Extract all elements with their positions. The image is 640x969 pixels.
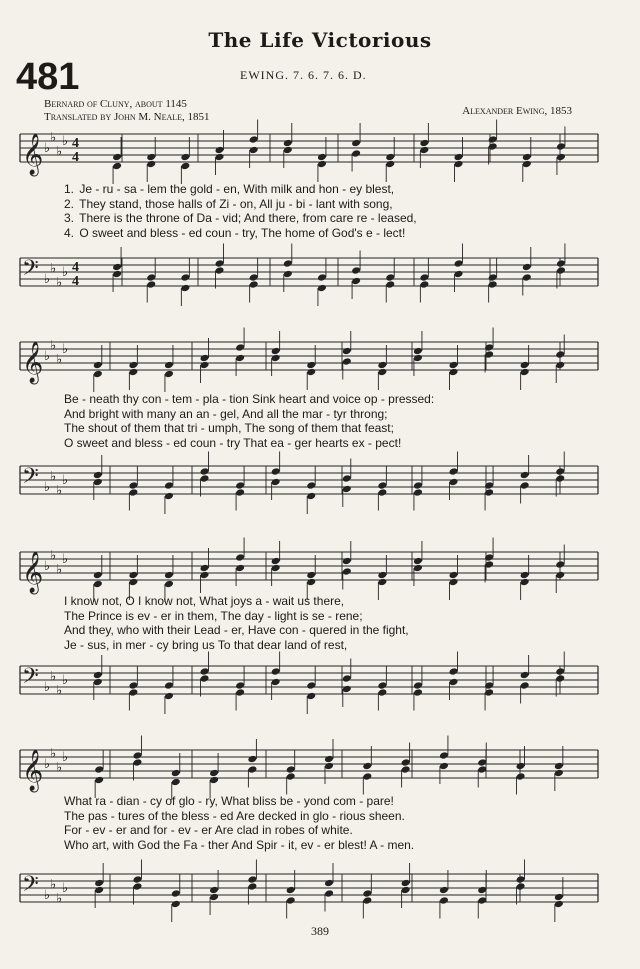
treble-staff-system-1 (0, 128, 640, 175)
svg-text:♭: ♭ (44, 680, 51, 695)
hymn-title: The Life Victorious (208, 28, 432, 52)
svg-text:♭: ♭ (50, 338, 57, 354)
lyric-line: Who art, with God the Fa - ther And Spir - it, ev - er blest! A - men. (64, 837, 415, 852)
bass-staff-system-4 (0, 868, 640, 908)
svg-text:♭: ♭ (50, 746, 57, 762)
svg-text:♭: ♭ (56, 760, 63, 776)
treble-staff-system-2 (0, 336, 640, 383)
lyrics-system-4 (64, 794, 584, 852)
svg-text:4: 4 (72, 274, 79, 289)
lyric-line: And bright with many an an - gel, And all the mar - tyr throng; (64, 406, 388, 421)
svg-text:𝄢: 𝄢 (22, 464, 39, 494)
svg-text:♭: ♭ (56, 891, 63, 907)
composer: Alexander Ewing, 1853 (462, 105, 572, 117)
bass-staff-system-1 (0, 252, 640, 292)
svg-text:♭: ♭ (44, 272, 51, 287)
lyric-line: Be - neath thy con - tem - pla - tion Sink heart and voice op - pressed: (64, 392, 435, 406)
lyrics-system-1 (64, 182, 584, 240)
svg-text:♭: ♭ (44, 757, 51, 772)
lyric-line: 2. They stand, those halls of Zi - on, All ju - bi - lant with song, (64, 196, 393, 211)
svg-text:♭: ♭ (44, 141, 51, 156)
lyrics-system-3 (64, 594, 584, 652)
svg-text:♭: ♭ (62, 552, 69, 567)
svg-text:♭: ♭ (50, 469, 57, 485)
svg-text:𝄢: 𝄢 (22, 256, 39, 286)
svg-text:♭: ♭ (44, 559, 51, 574)
svg-text:♭: ♭ (62, 473, 69, 488)
svg-text:♭: ♭ (50, 130, 57, 146)
text-credits (44, 98, 210, 124)
lyric-line: O sweet and bless - ed coun - try That ea - ger hearts ex - pect! (64, 435, 402, 450)
svg-text:♭: ♭ (56, 562, 63, 578)
lyric-line: What ra - dian - cy of glo - ry, What bliss be - yond com - pare! (64, 794, 394, 808)
treble-staff-system-4 (0, 744, 640, 791)
lyric-line: 3. There is the throne of Da - vid; And there, from care re - leased, (64, 211, 417, 225)
bass-staff-system-2 (0, 460, 640, 500)
svg-text:♭: ♭ (62, 881, 69, 896)
svg-text:𝄞: 𝄞 (22, 342, 44, 383)
svg-text:♭: ♭ (56, 683, 63, 699)
page-number: 389 (311, 924, 329, 938)
svg-text:♭: ♭ (62, 750, 69, 765)
lyric-line: The Prince is ev - er in them, The day - light is se - rene; (64, 608, 363, 623)
svg-text:4: 4 (72, 260, 79, 275)
svg-text:𝄞: 𝄞 (22, 552, 44, 593)
svg-text:𝄢: 𝄢 (22, 872, 39, 902)
lyric-line: The pas - tures of the bless - ed Are decked in glo - rious sheen. (64, 808, 405, 823)
svg-text:♭: ♭ (44, 349, 51, 364)
lyric-line: I know not, O I know not, What joys a - wait us there, (64, 594, 345, 608)
text-author: Bernard of Cluny, about 1145 (44, 98, 187, 110)
svg-text:♭: ♭ (62, 265, 69, 280)
svg-text:𝄞: 𝄞 (22, 750, 44, 791)
lyric-line: 1. Je - ru - sa - lem the gold - en, With milk and hon - ey blest, (64, 182, 395, 196)
svg-text:♭: ♭ (62, 342, 69, 357)
translator: Translated by John M. Neale, 1851 (44, 111, 210, 123)
svg-text:♭: ♭ (50, 877, 57, 893)
lyric-line: The shout of them that tri - umph, The song of them that feast; (64, 421, 394, 435)
hymn-number: 481 (16, 56, 80, 98)
svg-text:♭: ♭ (56, 483, 63, 499)
svg-text:𝄢: 𝄢 (22, 664, 39, 694)
lyric-line: And they, who with their Lead - er, Have con - quered in the fight, (64, 623, 409, 637)
lyric-line: For - ev - er and for - ev - er Are clad in robes of white. (64, 823, 353, 837)
svg-text:♭: ♭ (62, 134, 69, 149)
svg-text:♭: ♭ (56, 275, 63, 291)
svg-text:♭: ♭ (44, 480, 51, 495)
svg-text:𝄞: 𝄞 (22, 134, 44, 175)
svg-text:4: 4 (72, 136, 79, 151)
tune-name: EWING. 7. 6. 7. 6. D. (240, 68, 367, 82)
treble-staff-system-3 (0, 546, 640, 593)
lyric-line: 4. O sweet and bless - ed coun - try, The home of God's e - lect! (64, 225, 406, 240)
svg-text:4: 4 (72, 150, 79, 165)
svg-text:♭: ♭ (50, 669, 57, 685)
svg-text:♭: ♭ (62, 673, 69, 688)
bass-staff-system-3 (0, 660, 640, 700)
svg-text:♭: ♭ (50, 261, 57, 277)
svg-text:♭: ♭ (56, 352, 63, 368)
lyrics-system-2 (64, 392, 584, 450)
lyric-line: Je - sus, in mer - cy bring us To that dear land of rest, (64, 637, 348, 652)
svg-text:♭: ♭ (44, 888, 51, 903)
svg-text:♭: ♭ (56, 144, 63, 160)
svg-text:♭: ♭ (50, 548, 57, 564)
